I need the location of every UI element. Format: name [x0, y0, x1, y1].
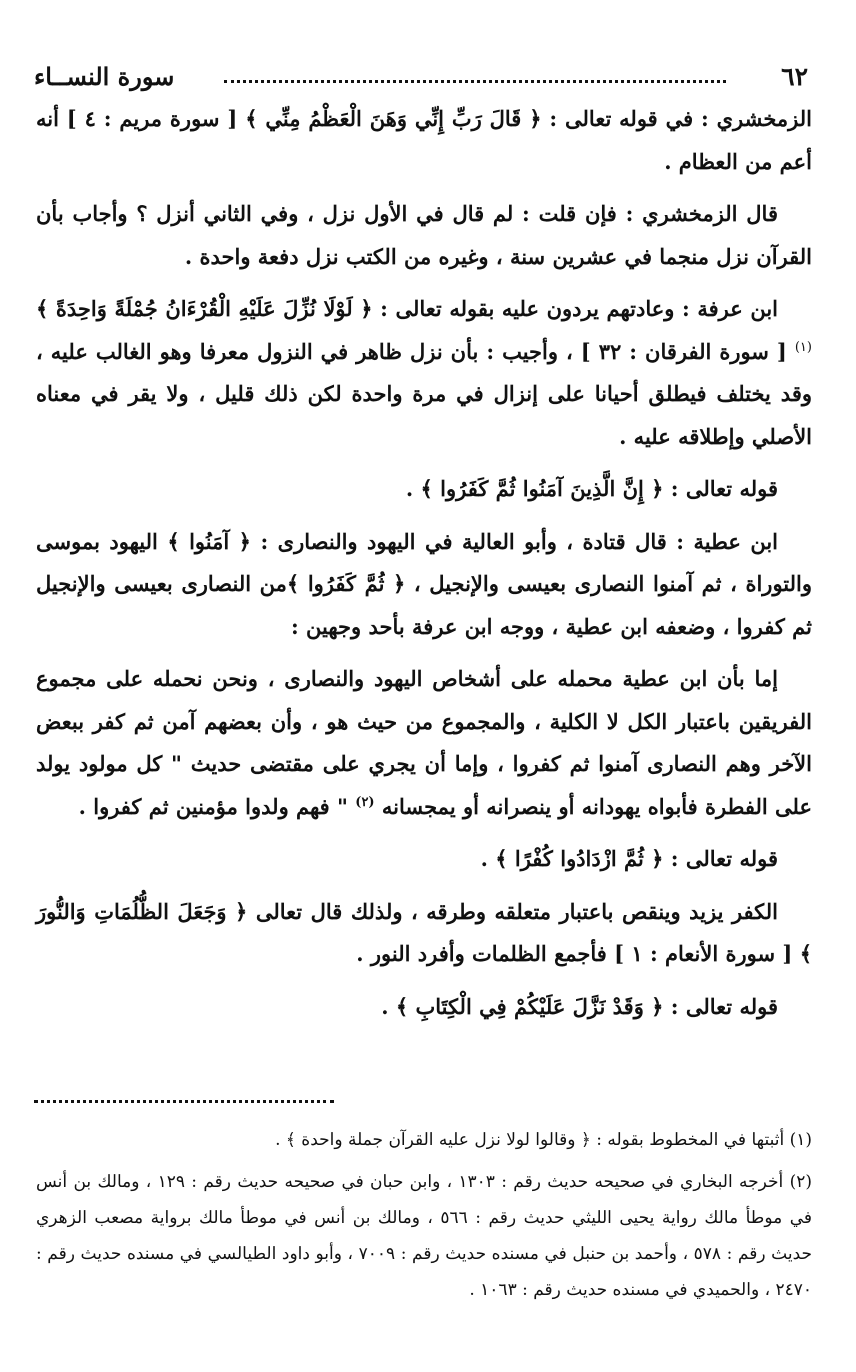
paragraph-two-interpretations — [36, 658, 812, 828]
paragraph-text: . — [381, 993, 396, 1019]
paragraph-text: . — [405, 476, 421, 501]
surah-title: سورة النســاء — [34, 62, 175, 91]
footnote-1: (١) أثبتها في المخطوط بقوله : ﴿ وقالوا لولا نزل عليه القرآن جملة واحدة ﴾ . — [275, 1130, 812, 1150]
paragraph-text: إما بأن ابن عطية محمله على أشخاص اليهود والنصارى ، ونحن نحمله على مجموع الفريقين باعتبار الكل لا الكلية ، والمجموع من حيث هو ، وأن بعضهم آمن ثم كفر ببعض الآخر وهم النصارى آمنوا ثم كفروا ، وإما أن يجري على مقتضى حديث " كل مولود يولد على الفطرة فأبواه يهودانه أو ينصرانه أو يمجسانه — [36, 666, 812, 819]
quran-verse: ﴿ إِنَّ الَّذِينَ آمَنُوا ثُمَّ كَفَرُوا ﴾ — [420, 476, 664, 501]
paragraph-lead: الزمخشري : في قوله تعالى : — [541, 106, 812, 131]
paragraph-zamakhshari-2: قال الزمخشري : فإن قلت : لم قال في الأول نزل ، وفي الثاني أنزل ؟ وأجاب بأن القرآن نزل منجما في عشرين سنة ، وغيره من الكتب نزل دفعة واحدة . — [36, 201, 812, 269]
footnote-2: (٢) أخرجه البخاري في صحيحه حديث رقم : ١٣٠٣ ، وابن حبان في صحيحه حديث رقم : ١٢٩ ، ومالك بن أنس في موطأ مالك رواية يحيى الليثي حديث رقم : ٥٦٦ ، ومالك بن أنس في موطأ مالك برواية مصعب الزهري حديث رقم : ٥٧٨ ، وأحمد بن حنبل في مسنده حديث رقم : ٧٠٠٩ ، وأبو داود الطيالسي في مسنده حديث رقم : ٢٤٧٠ ، والحميدي في مسنده حديث رقم : ١٠٦٣ . — [36, 1172, 813, 1300]
paragraph-verse-heading-1 — [36, 468, 812, 511]
paragraph-text: [ سورة مريم : ٤ ] أنه أعم من العظام . — [36, 106, 812, 174]
paragraph-lead: ابن عرفة : وعادتهم يردون عليه بقوله تعالى : — [372, 296, 778, 321]
paragraph-text: من النصارى بعيسى والإنجيل ثم كفروا ، وضعفه ابن عطية ، ووجه ابن عرفة بأحد وجهين : — [36, 571, 812, 639]
paragraph-lead: قوله تعالى : — [663, 993, 778, 1019]
quran-verse: ﴿ وَجَعَلَ الظُّلُمَاتِ وَالنُّورَ ﴾ — [36, 898, 812, 966]
paragraph-text: " فهم ولدوا مؤمنين ثم كفروا . — [78, 793, 356, 819]
paragraph-verse-heading-3 — [36, 986, 812, 1029]
quran-verse: ﴿ آمَنُوا ﴾ — [167, 528, 251, 554]
paragraph-text: ابن عطية : قال قتادة ، وأبو العالية في اليهود والنصارى : — [250, 528, 779, 554]
commentary-body — [36, 98, 812, 1028]
footnotes — [36, 1122, 812, 1308]
header-dotted-leader — [224, 80, 726, 83]
footnote-reference: (١) — [794, 339, 812, 355]
paragraph-ibn-atiyya — [36, 521, 812, 649]
running-header — [34, 62, 808, 96]
paragraph-text: [ سورة الفرقان : ٣٢ ] ، وأجيب : بأن نزل ظاهر في النزول معرفا وهو الغالب عليه ، وقد يختلف فيطلق أحيانا على إنزال في مرة واحدة لكن ذلك قليل ، ولا يقر في معناه الأصلي وإطلاقه عليه . — [36, 338, 812, 449]
quran-verse: ﴿ قَالَ رَبِّ إِنِّي وَهَنَ الْعَظْمُ مِنِّي ﴾ — [245, 106, 542, 131]
footnote-divider — [34, 1100, 334, 1103]
paragraph-text: . — [480, 846, 496, 871]
paragraph-text: [ سورة الأنعام : ١ ] فأجمع الظلمات وأفرد النور . — [356, 941, 800, 966]
paragraph-ibn-arafa — [36, 288, 812, 458]
quran-verse: ﴿ ثُمَّ كَفَرُوا ﴾ — [286, 571, 406, 596]
paragraph-lead: قوله تعالى : — [663, 476, 778, 501]
paragraph-verse-heading-2 — [36, 838, 812, 881]
paragraph-text: اليهود بموسى والتوراة ، ثم آمنوا النصارى بعيسى والإنجيل ، — [36, 528, 813, 596]
footnote-reference: (٢) — [355, 794, 375, 810]
quran-verse: ﴿ ثُمَّ ازْدَادُوا كُفْرًا ﴾ — [495, 846, 664, 871]
paragraph-lead: قوله تعالى : — [663, 846, 778, 871]
page-number: ٦٢ — [781, 62, 808, 91]
quran-verse: ﴿ وَقَدْ نَزَّلَ عَلَيْكُمْ فِي الْكِتَابِ ﴾ — [395, 993, 664, 1019]
paragraph-kufr — [36, 891, 812, 976]
paragraph-lead: الكفر يزيد وينقص باعتبار متعلقه وطرقه ، ولذلك قال تعالى — [247, 898, 778, 924]
paragraph-zamakhshari-1 — [36, 98, 812, 183]
quran-verse: ﴿ لَوْلَا نُزِّلَ عَلَيْهِ الْقُرْءَانُ جُمْلَةً وَاحِدَةً ﴾ — [36, 296, 373, 321]
